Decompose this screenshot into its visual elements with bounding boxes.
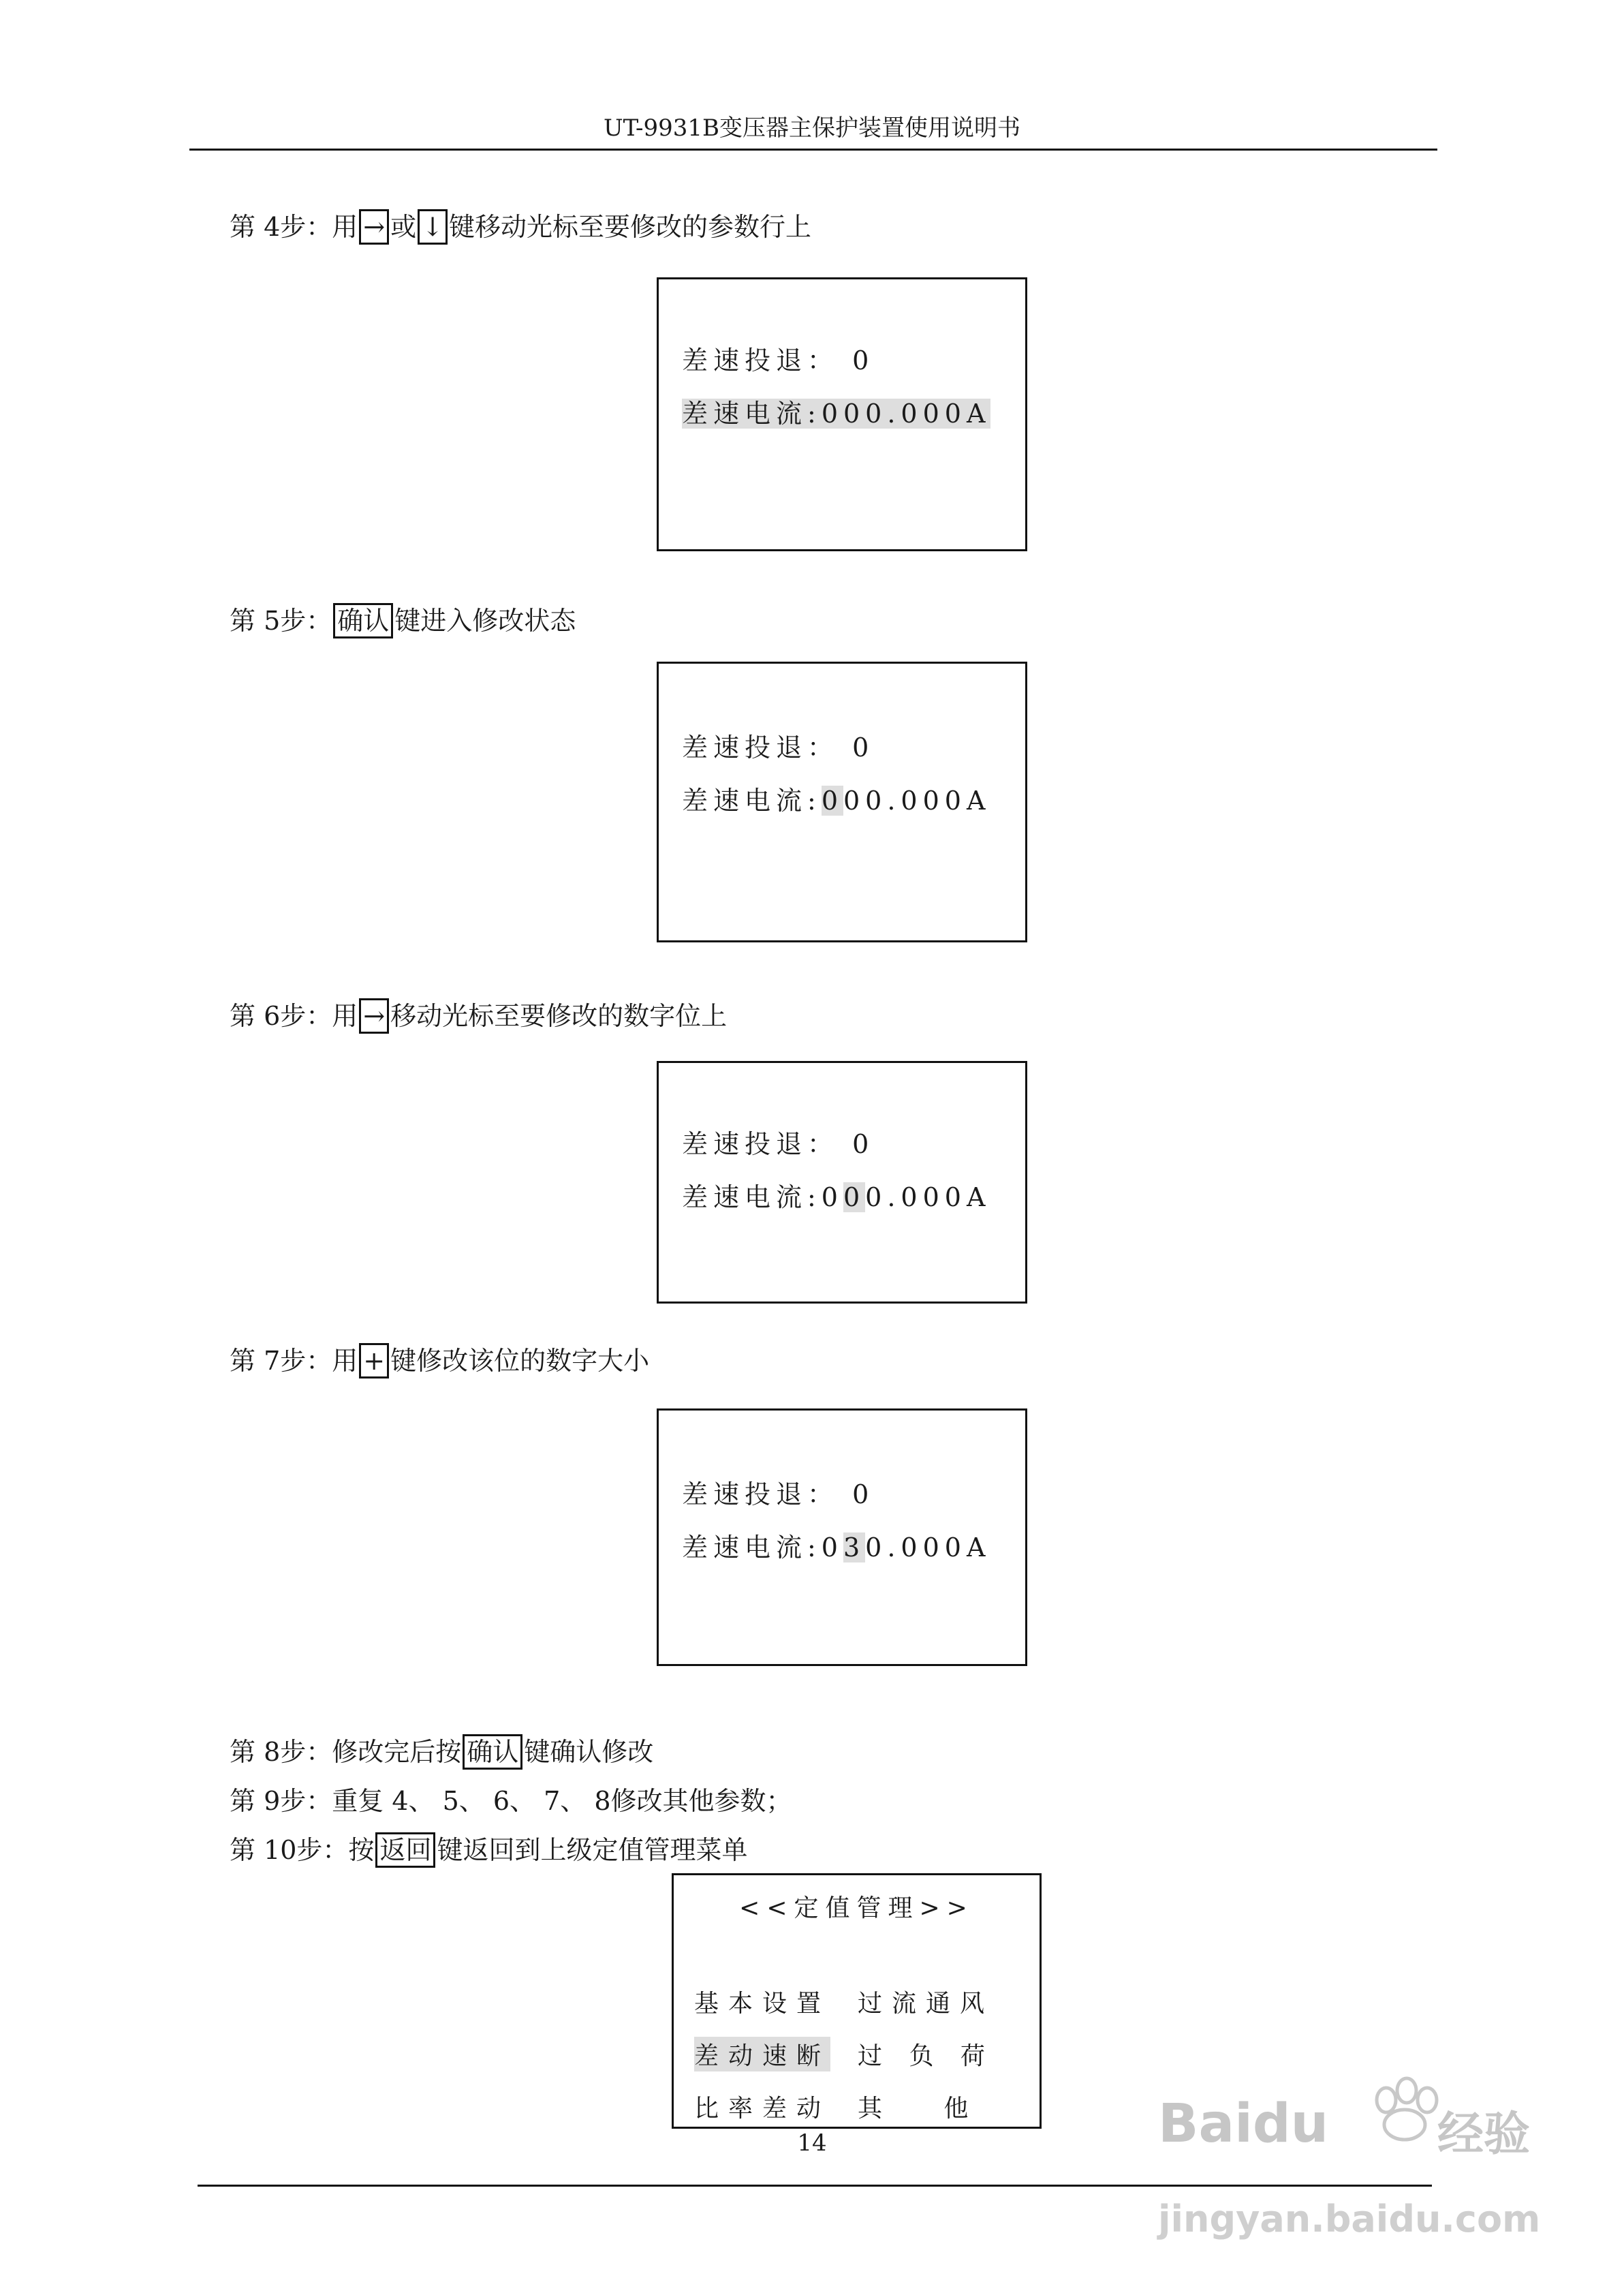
- menu-item-other: 其 他: [858, 2095, 978, 2123]
- digit-cursor: 0: [843, 1182, 866, 1212]
- watermark-url: jingyan.baidu.com: [1158, 2198, 1541, 2240]
- line-rest: 0.000A: [865, 1182, 991, 1212]
- step-6: [230, 995, 727, 1034]
- down-arrow-key: ↓: [418, 209, 448, 245]
- confirm-key: 确认: [333, 603, 393, 638]
- baidu-watermark-logo: [1158, 2058, 1540, 2161]
- step-4-prefix: 第 4步：用: [230, 212, 358, 242]
- back-key: 返回: [375, 1832, 435, 1868]
- step-4-mid: 或: [390, 212, 417, 242]
- step-4-suffix: 键移动光标至要修改的参数行上: [448, 212, 811, 242]
- step-4: [230, 206, 811, 245]
- lcd-screen-step4: [657, 277, 1027, 551]
- step-5: [230, 600, 576, 638]
- menu-item-overcurrent-ventilation: 过流通风: [858, 1990, 995, 2018]
- screen-line-2: [682, 392, 990, 430]
- step-10-suffix: 键返回到上级定值管理菜单: [437, 1835, 748, 1865]
- screen-line-1: 差速投退： 0: [682, 1129, 875, 1159]
- screen-line-2: [682, 1526, 990, 1564]
- digit-cursor: 3: [843, 1532, 866, 1562]
- screen-line-2: [682, 1176, 990, 1214]
- confirm-key: 确认: [463, 1734, 522, 1770]
- step-7: [230, 1340, 649, 1378]
- plus-key: +: [359, 1343, 389, 1378]
- menu-item-differential-quick-break: 差动速断: [694, 2037, 830, 2071]
- step-8-suffix: 键确认修改: [524, 1737, 654, 1767]
- step-9: 第 9步：重复 4、 5、 6、 7、 8修改其他参数；: [230, 1786, 792, 1816]
- step-10: [230, 1829, 747, 1868]
- digit-cursor: 0: [821, 786, 843, 816]
- step-6-prefix: 第 6步：用: [230, 1001, 358, 1031]
- step-5-prefix: 第 5步：: [230, 606, 332, 636]
- screen-line-1: 差速投退： 0: [682, 733, 875, 763]
- header-rule: [189, 149, 1437, 151]
- step-10-prefix: 第 10步：按: [230, 1835, 375, 1865]
- line-value: :000.000A: [807, 399, 991, 429]
- footer-rule: [198, 2185, 1432, 2187]
- highlighted-row: [682, 399, 990, 429]
- lcd-screen-step7: [657, 1408, 1027, 1666]
- screen-line-1: 差速投退： 0: [682, 345, 875, 375]
- menu-title: <<定值管理>>: [739, 1894, 974, 1922]
- step-7-prefix: 第 7步：用: [230, 1346, 358, 1376]
- line-label: 差速电流:0: [682, 1532, 843, 1562]
- line-rest: 0.000A: [865, 1532, 991, 1562]
- document-header-title: UT-9931B变压器主保护装置使用说明书: [604, 114, 1020, 142]
- lcd-screen-step5: [657, 662, 1027, 942]
- watermark-brand: Baidu: [1158, 2093, 1329, 2155]
- lcd-screen-step6: [657, 1061, 1027, 1304]
- menu-item-ratio-differential: 比率差动: [694, 2095, 831, 2123]
- watermark-label: 经验: [1437, 2108, 1531, 2161]
- step-5-suffix: 键进入修改状态: [394, 606, 576, 636]
- step-7-suffix: 键修改该位的数字大小: [390, 1346, 650, 1376]
- page-number: 14: [797, 2129, 827, 2157]
- right-arrow-key: →: [359, 998, 389, 1034]
- right-arrow-key: →: [359, 209, 389, 245]
- screen-line-2: [682, 780, 990, 817]
- menu-item-basic-settings: 基本设置: [694, 1990, 831, 2018]
- step-8-prefix: 第 8步：修改完后按: [230, 1737, 462, 1767]
- step-6-suffix: 移动光标至要修改的数字位上: [390, 1001, 728, 1031]
- screen-line-1: 差速投退： 0: [682, 1479, 875, 1509]
- lcd-menu-screen: [672, 1873, 1042, 2129]
- line-label: 差速电流:0: [682, 1182, 843, 1212]
- step-8: [230, 1731, 653, 1770]
- line-label: 差速电流:: [682, 786, 822, 816]
- menu-item-overload: 过 负 荷: [858, 2042, 995, 2070]
- line-label: 差速电流: [682, 399, 808, 429]
- line-rest: 00.000A: [843, 786, 991, 816]
